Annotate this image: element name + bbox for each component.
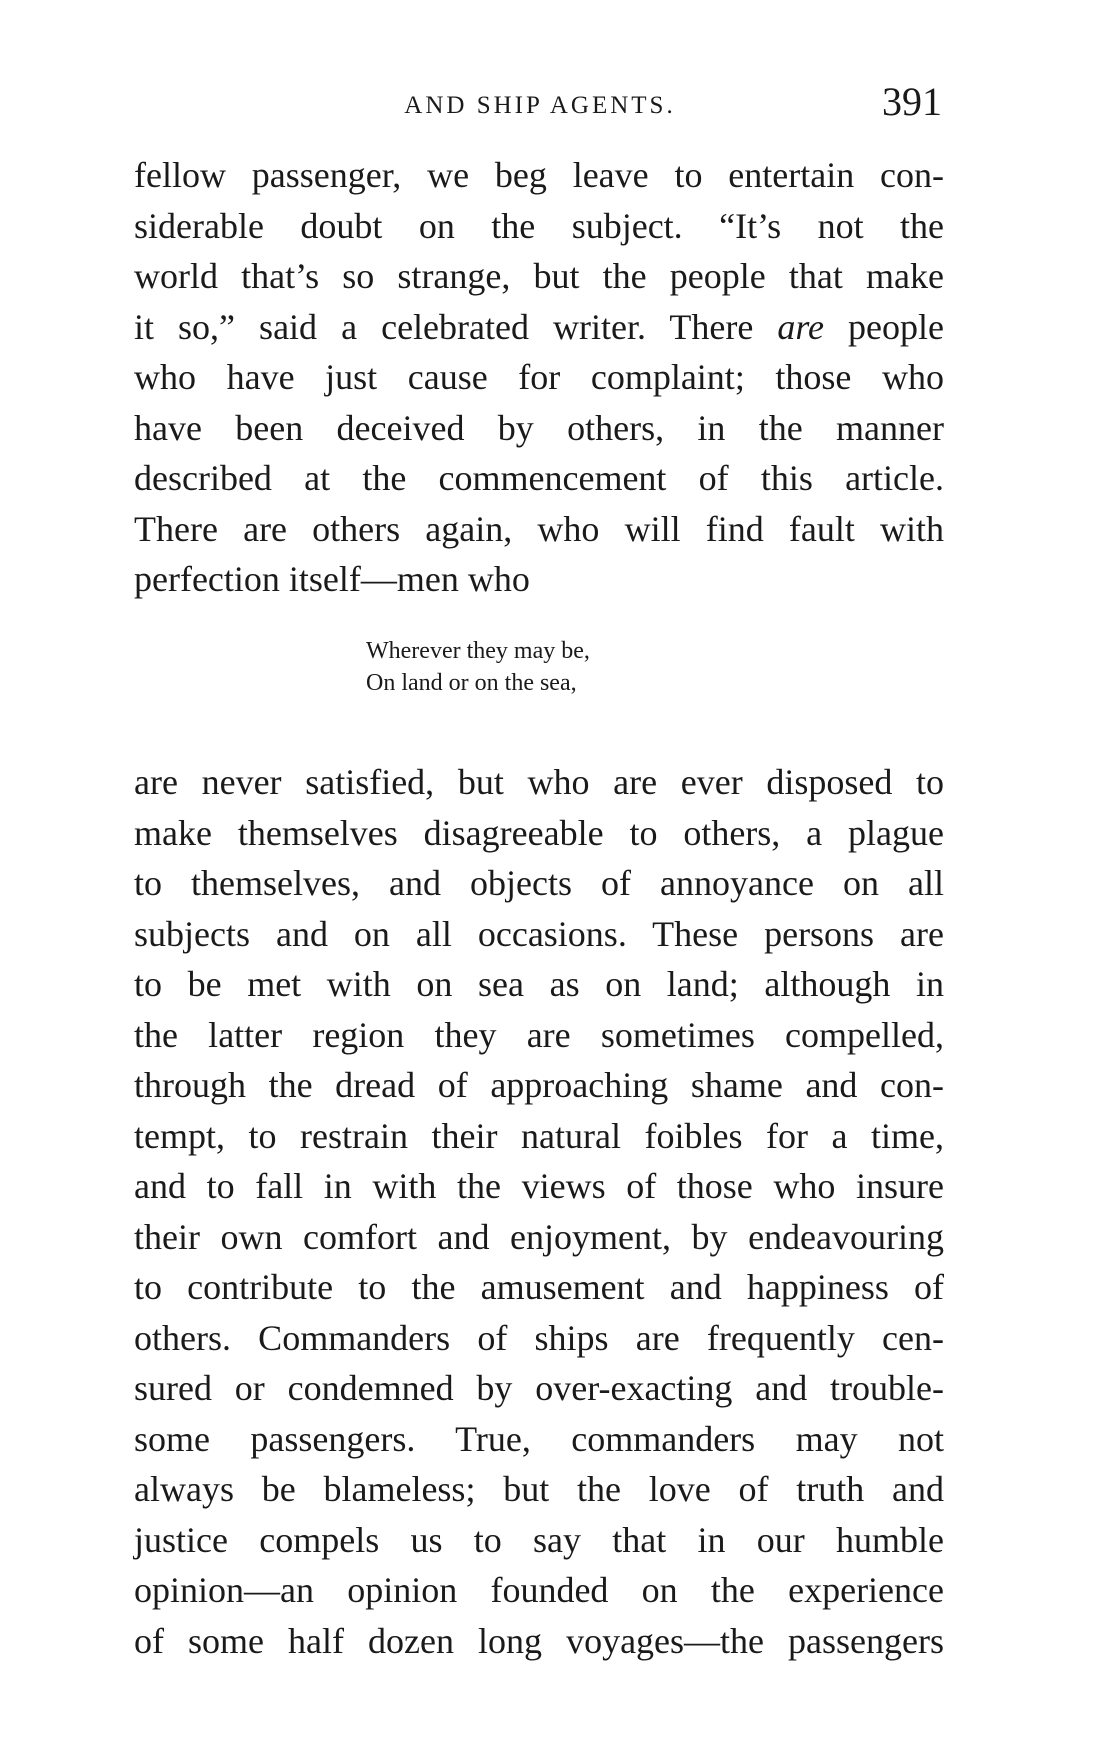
- running-head-title: AND SHIP AGENTS.: [404, 92, 676, 119]
- text-line-start: it so,” said a celebrated writer. There: [134, 306, 778, 347]
- text-line: fellow passenger, we beg leave to entertain con-: [134, 155, 944, 195]
- text-line: perfection itself—men who: [134, 559, 530, 599]
- text-line: [134, 302, 944, 353]
- verse-line: Wherever they may be,: [366, 638, 590, 664]
- emphasized-word: are: [777, 306, 824, 347]
- text-line: who have just cause for complaint; those who: [134, 357, 944, 397]
- verse-quote: [366, 635, 590, 699]
- text-line: always be blameless; but the love of truth and: [134, 1469, 944, 1509]
- text-line: tempt, to restrain their natural foibles for a time,: [134, 1115, 944, 1156]
- text-line: are never satisfied, but who are ever disposed to: [134, 762, 944, 802]
- text-line: to contribute to the amusement and happiness of: [134, 1267, 944, 1307]
- text-line: of some half dozen long voyages—the passengers: [134, 1620, 944, 1661]
- text-line: have been deceived by others, in the manner: [134, 407, 944, 448]
- text-line: described at the commencement of this article.: [134, 458, 944, 498]
- text-line: opinion—an opinion founded on the experience: [134, 1570, 944, 1610]
- text-line: siderable doubt on the subject. “It’s not the: [134, 205, 944, 246]
- paragraph-1: [134, 150, 944, 605]
- text-line: some passengers. True, commanders may not: [134, 1418, 944, 1459]
- verse-line: On land or on the sea,: [366, 670, 577, 696]
- text-line: their own comfort and enjoyment, by endeavouring: [134, 1216, 944, 1257]
- text-line: to themselves, and objects of annoyance on all: [134, 863, 944, 903]
- text-line: the latter region they are sometimes compelled,: [134, 1014, 944, 1055]
- running-head: [130, 78, 950, 128]
- text-line: and to fall in with the views of those who insure: [134, 1166, 944, 1206]
- paragraph-2: [134, 757, 944, 1666]
- page-number: 391: [882, 79, 942, 124]
- text-line: sured or condemned by over-exacting and trouble-: [134, 1368, 944, 1408]
- text-line: There are others again, who will find fault with: [134, 508, 944, 549]
- text-line: through the dread of approaching shame and con-: [134, 1065, 944, 1105]
- text-line-end: people: [824, 306, 944, 347]
- text-line: to be met with on sea as on land; although in: [134, 964, 944, 1004]
- text-line: make themselves disagreeable to others, a plague: [134, 812, 944, 853]
- text-line: subjects and on all occasions. These persons are: [134, 913, 944, 954]
- text-line: others. Commanders of ships are frequently cen-: [134, 1317, 944, 1358]
- text-line: world that’s so strange, but the people that make: [134, 256, 944, 296]
- text-line: justice compels us to say that in our humble: [134, 1519, 944, 1560]
